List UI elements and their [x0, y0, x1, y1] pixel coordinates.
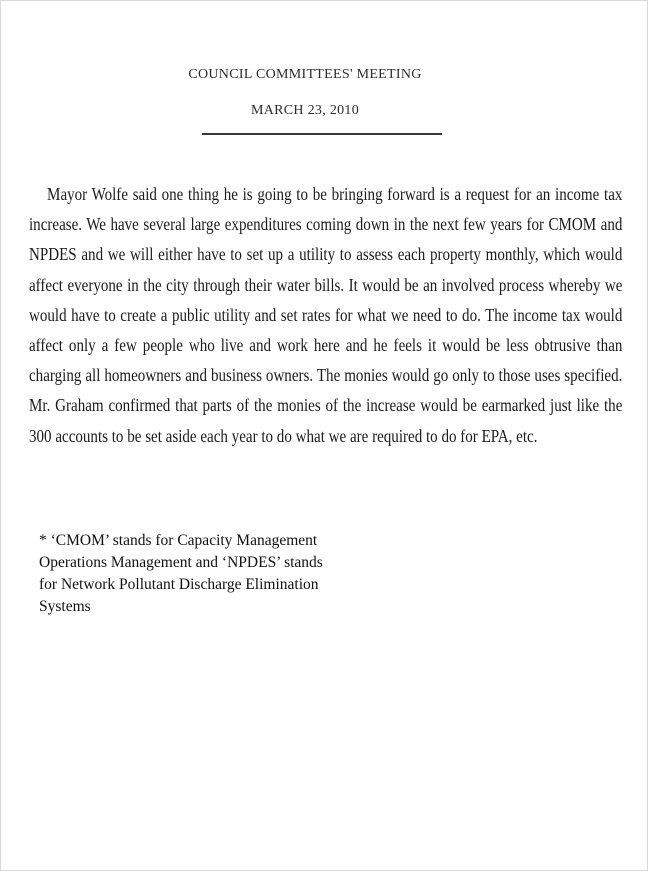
acronym-footnote: * ‘CMOM’ stands for Capacity Management Operations Management and ‘NPDES’ stands for Network Pollutant Discharge Elimination Systems [39, 532, 323, 615]
minutes-paragraph: Mayor Wolfe said one thing he is going to be bringing forward is a request for an income tax increase. We have several large expenditures coming down in the next few years for CMOM and NPDES and we will either have to set up a utility to assess each property monthly, which would affect everyone in the city through their water bills. It would be an involved process whereby we would have to create a public utility and set rates for what we need to do. The income tax would affect only a few people who live and work here and he feels it would be less obtrusive than charging all homeowners and business owners. The monies would go only to those uses specified. Mr. Graham confirmed that parts of the monies of the increase would be earmarked just like the 300 accounts to be set aside each year to do what we are required to do for EPA, etc. [29, 184, 623, 446]
heading-divider [202, 133, 442, 135]
meeting-date: MARCH 23, 2010 [250, 103, 360, 118]
meeting-title: COUNCIL COMMITTEES' MEETING [188, 67, 422, 82]
